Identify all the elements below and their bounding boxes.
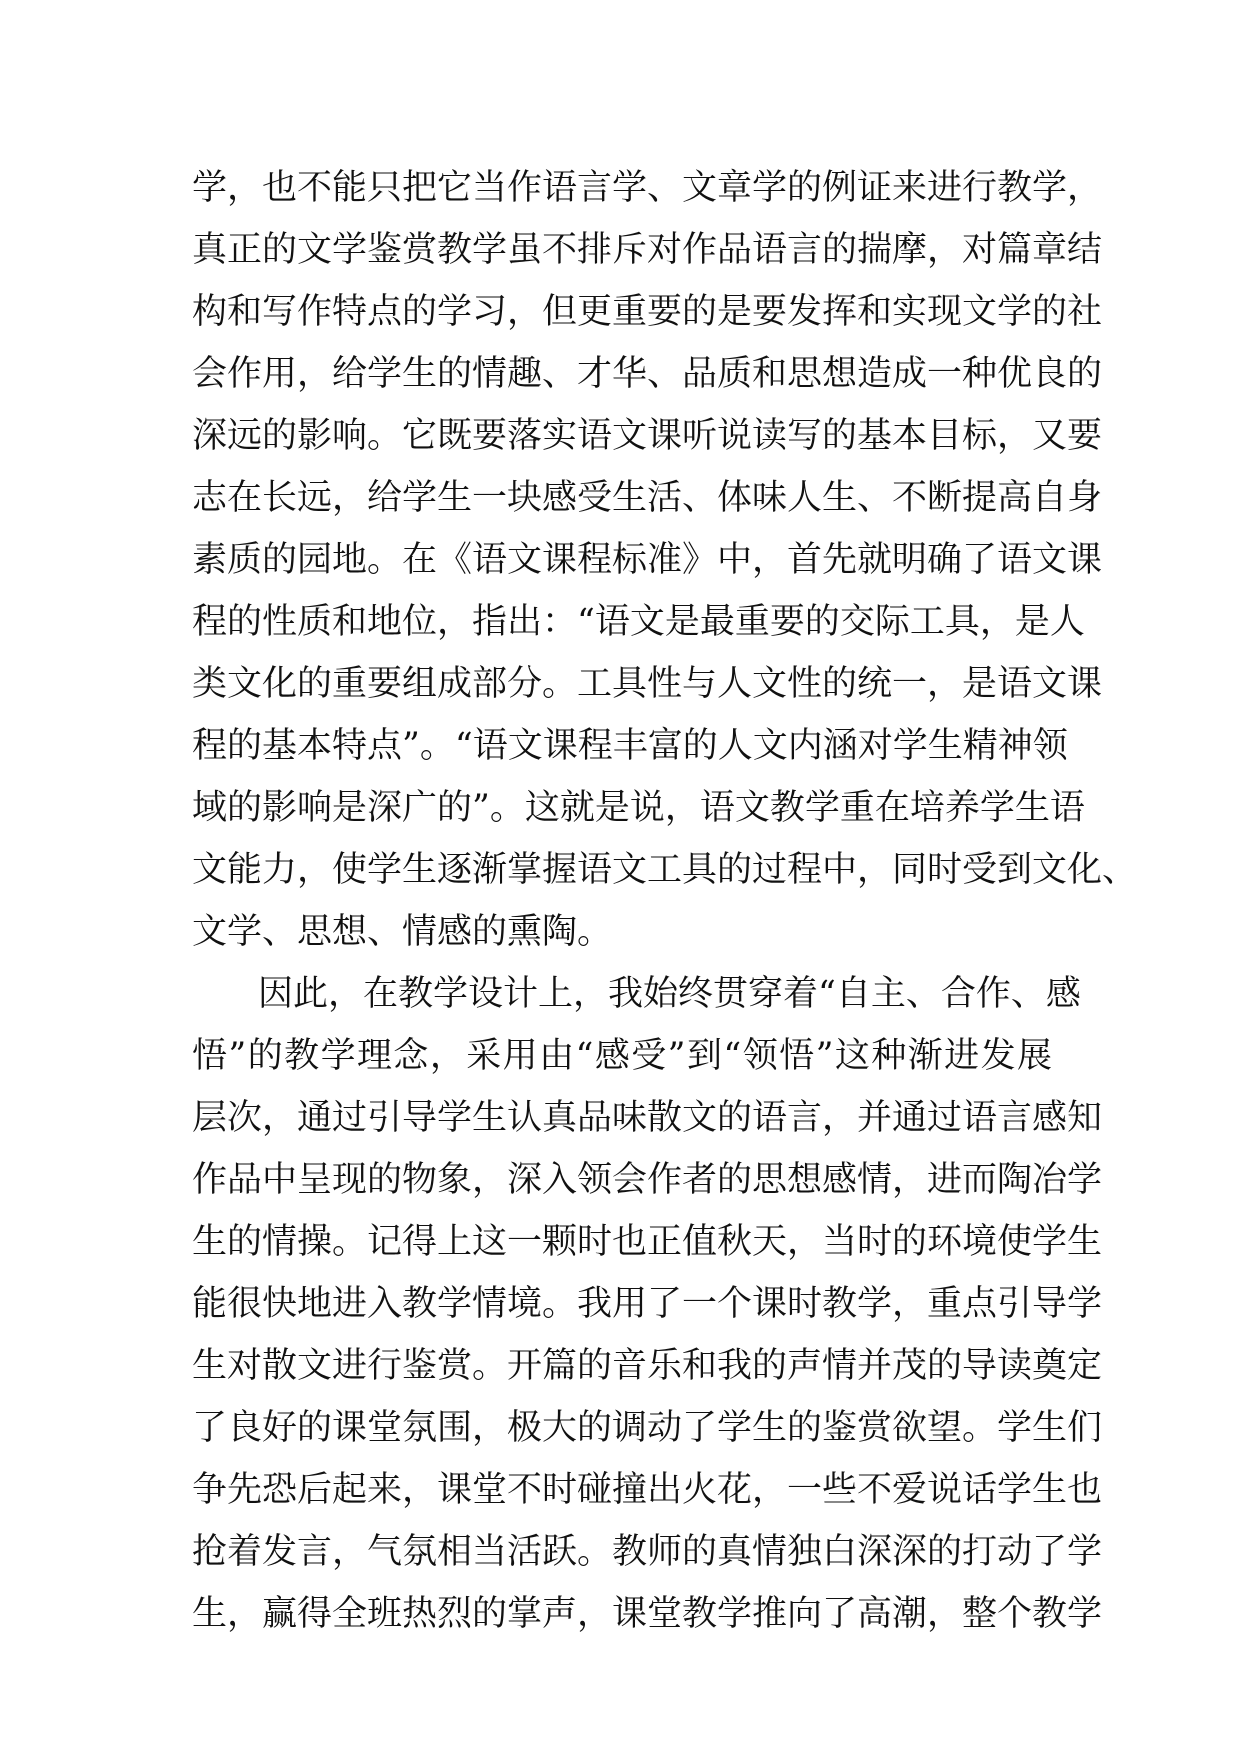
paragraph-2-line-10: 抢着发言，气氛相当活跃。教师的真情独白深深的打动了学 [192,1532,1103,1572]
paragraph-2-line-7: 生对散文进行鉴赏。开篇的音乐和我的声情并茂的导读奠定 [192,1346,1103,1386]
paragraph-1-line-2: 真正的文学鉴赏教学虽不排斥对作品语言的揣摩，对篇章结 [192,230,1103,270]
paragraph-2-line-11: 生，赢得全班热烈的掌声，课堂教学推向了高潮，整个教学 [192,1594,1103,1634]
paragraph-1-line-9: 类文化的重要组成部分。工具性与人文性的统一，是语文课 [192,664,1103,704]
paragraph-1-line-1: 学，也不能只把它当作语言学、文章学的例证来进行教学， [192,168,1103,208]
paragraph-2-line-3: 层次，通过引导学生认真品味散文的语言，并通过语言感知 [192,1098,1103,1138]
paragraph-2-line-6: 能很快地进入教学情境。我用了一个课时教学，重点引导学 [192,1284,1103,1324]
paragraph-1-line-3: 构和写作特点的学习，但更重要的是要发挥和实现文学的社 [192,292,1103,332]
paragraph-2-line-2: 悟”的教学理念，采用由“感受”到“领悟”这种渐进发展 [192,1036,1052,1076]
paragraph-1-line-7: 素质的园地。在《语文课程标准》中，首先就明确了语文课 [192,540,1103,580]
paragraph-1-line-5: 深远的影响。它既要落实语文课听说读写的基本目标，又要 [192,416,1103,456]
paragraph-1-line-10: 程的基本特点”。“语文课程丰富的人文内涵对学生精神领 [192,726,1068,766]
paragraph-2-line-5: 生的情操。记得上这一颗时也正值秋天，当时的环境使学生 [192,1222,1103,1262]
paragraph-1-line-4: 会作用，给学生的情趣、才华、品质和思想造成一种优良的 [192,354,1103,394]
paragraph-1-line-8: 程的性质和地位，指出：“语文是最重要的交际工具，是人 [192,602,1085,642]
paragraph-1-line-11: 域的影响是深广的”。这就是说，语文教学重在培养学生语 [192,788,1085,828]
paragraph-1-line-12: 文能力，使学生逐渐掌握语文工具的过程中，同时受到文化、 [192,850,1138,890]
paragraph-2-line-4: 作品中呈现的物象，深入领会作者的思想感情，进而陶冶学 [192,1160,1103,1200]
paragraph-1-line-6: 志在长远，给学生一块感受生活、体味人生、不断提高自身 [192,478,1103,518]
paragraph-2-line-9: 争先恐后起来，课堂不时碰撞出火花，一些不爱说话学生也 [192,1470,1103,1510]
paragraph-2-line-1: 因此，在教学设计上，我始终贯穿着“自主、合作、感 [258,974,1081,1014]
paragraph-1-line-13: 文学、思想、情感的熏陶。 [192,912,613,952]
paragraph-2-line-8: 了良好的课堂氛围，极大的调动了学生的鉴赏欲望。学生们 [192,1408,1103,1448]
